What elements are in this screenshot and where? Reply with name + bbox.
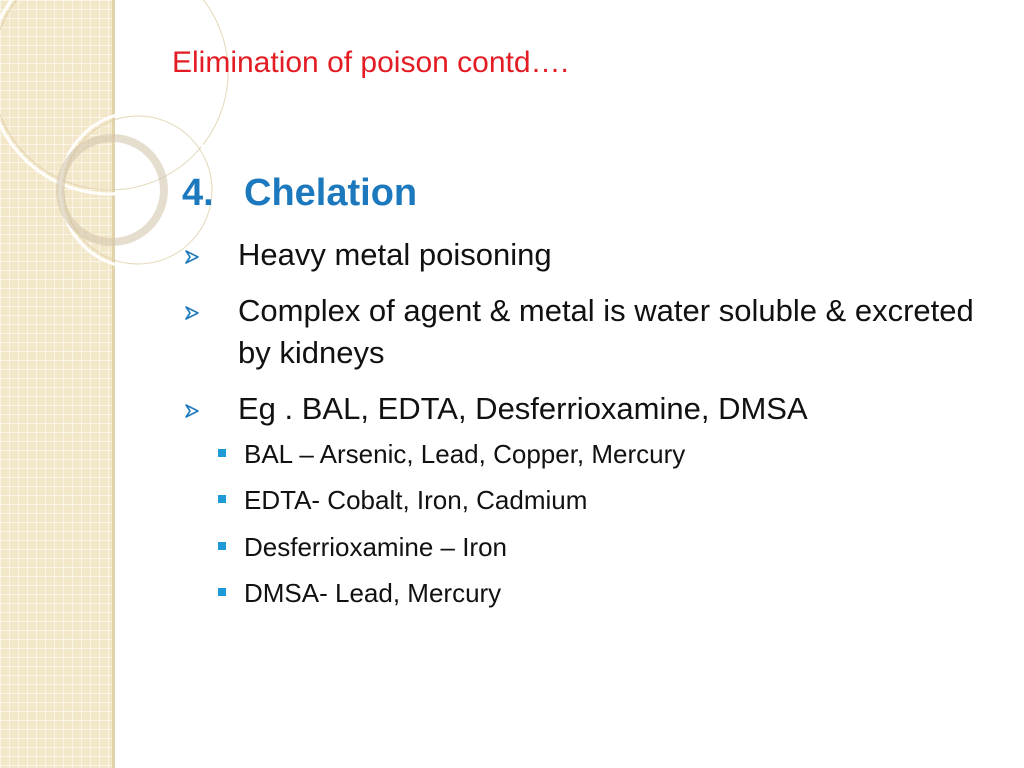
square-bullet-icon <box>218 495 226 503</box>
section-heading <box>182 172 417 215</box>
sub-bullet-item <box>218 483 918 517</box>
bullet-text: Complex of agent & metal is water soluble & excreted by kidneys <box>238 293 974 370</box>
square-bullet-icon <box>218 449 226 457</box>
square-bullet-icon <box>218 588 226 596</box>
square-bullet-icon <box>218 542 226 550</box>
arrow-bullet-icon <box>182 290 202 332</box>
sub-bullet-text: EDTA- Cobalt, Iron, Cadmium <box>244 485 588 515</box>
bullet-item <box>182 388 982 430</box>
arrow-bullet-icon <box>182 234 202 276</box>
sub-bullet-item <box>218 576 918 610</box>
bullet-item <box>182 290 982 374</box>
arrow-bullet-icon <box>182 388 202 430</box>
sub-bullet-text: Desferrioxamine – Iron <box>244 532 507 562</box>
bullet-text: Heavy metal poisoning <box>238 237 552 272</box>
sub-bullet-text: DMSA- Lead, Mercury <box>244 578 502 608</box>
sub-bullet-item <box>218 437 918 471</box>
bullet-text: Eg . BAL, EDTA, Desferrioxamine, DMSA <box>238 391 808 426</box>
heading-text: Chelation <box>244 172 418 214</box>
bullet-item <box>182 234 982 276</box>
heading-number: 4. <box>182 172 214 214</box>
sub-bullet-text: BAL – Arsenic, Lead, Copper, Mercury <box>244 439 686 469</box>
slide-title: Elimination of poison contd…. <box>172 46 569 79</box>
sub-bullet-item <box>218 530 918 564</box>
